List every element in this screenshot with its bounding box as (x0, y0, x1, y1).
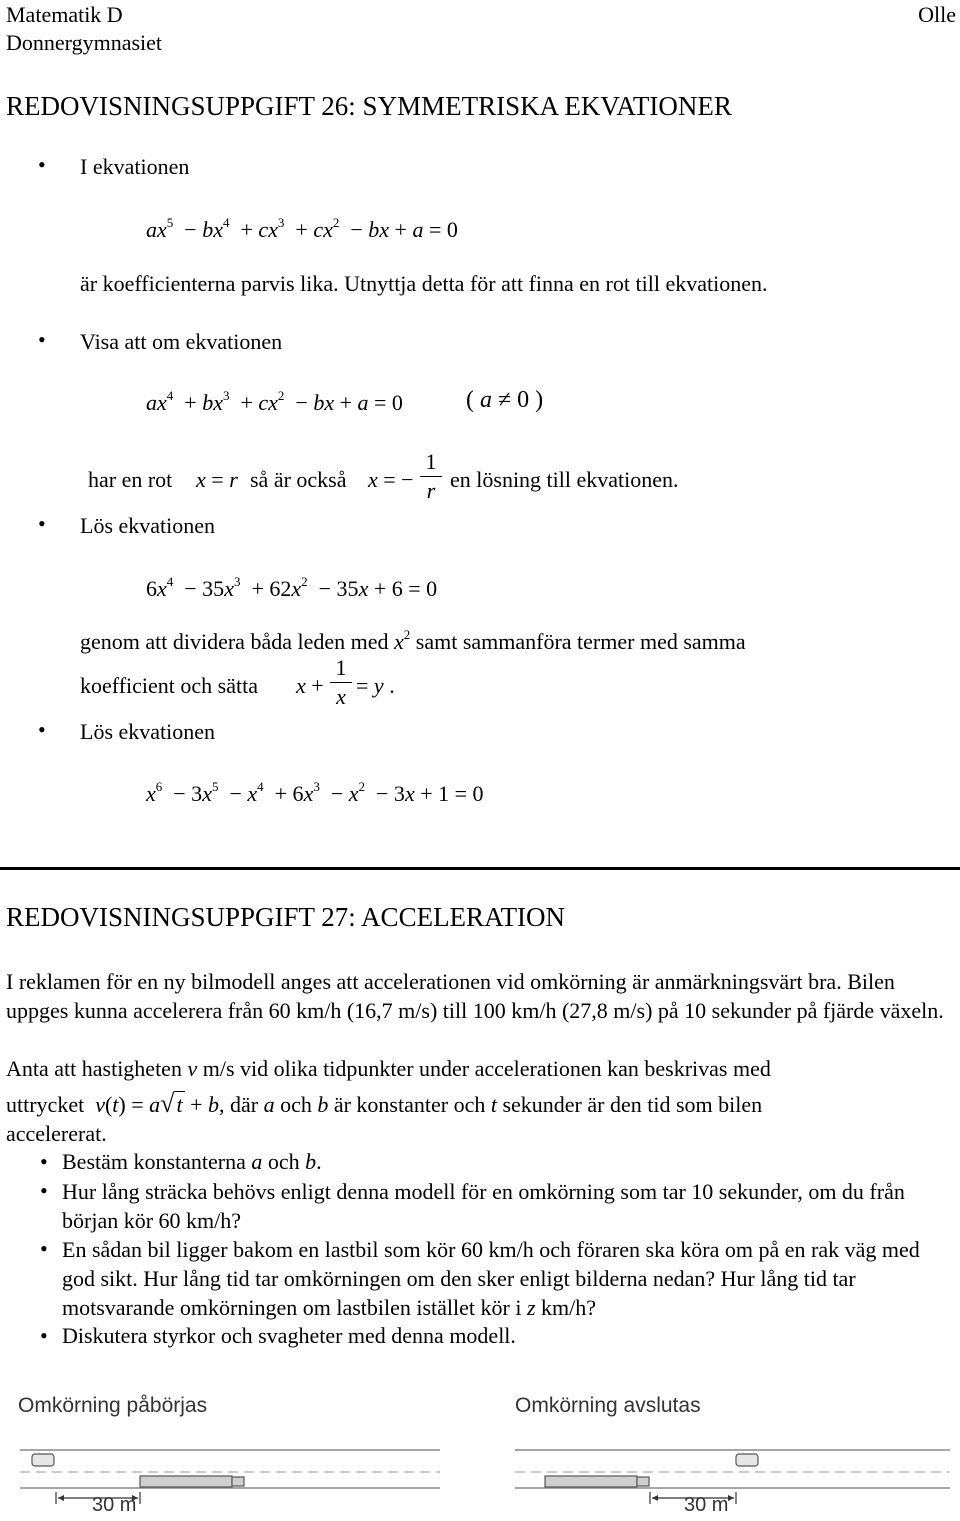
equation-2-condition: ( a ≠ 0 ) (466, 387, 544, 413)
truck-icon (545, 1476, 649, 1487)
b3-text1: genom att dividera båda leden med $x^2$ samt sammanföra termer med samma (80, 627, 746, 654)
question-2: Hur lång sträcka behövs enligt denna modell för en omkörning som tar 10 sekunder, om du från början kör 60 km/h? (62, 1179, 905, 1233)
fraction-1-over-r: 1 r (420, 450, 442, 503)
question-4: Diskutera styrkor och svagheter med denna modell. (62, 1323, 516, 1348)
distance-label-right: 30 m (684, 1494, 729, 1516)
car-icon (32, 1454, 54, 1466)
equation-4: $x^6 - 3x^5 - x^4 + 6x^3 - x^2 - 3x + 1 = 0$ (146, 779, 484, 806)
question-3: En sådan bil ligger bakom en lastbil som kör 60 km/h och föraren ska köra om på en rak väg med god sikt. Hur lång tid tar omkörningen om den sker enligt bilderna nedan? Hur lång tid tar motsvarande omkörningen om lastbilen istället kör i z km/h? (62, 1237, 920, 1320)
task27-title: REDOVISNINGSUPPGIFT 27: ACCELERATION (6, 902, 566, 932)
equation-3: $6x^4 - 35x^3 + 62x^2 - 35x + 6 = 0$ (146, 574, 438, 601)
equation-1: $ax^5 - bx^4 + cx^3 + cx^2$ − bx + a = 0 (146, 215, 458, 242)
task27-p1: I reklamen för en ny bilmodell anges att accelerationen vid omkörning är anmärkningsvärt bra. Bilen uppges kunna accelerera från 60 km/h (16,7 m/s) till 100 km/h (27,8 m/s) på 10 sekunder på fjärde växeln. (6, 969, 944, 1023)
b2-so: så är också (250, 467, 347, 492)
bullet-marker: • (38, 327, 46, 352)
root-inverse: x = − (368, 467, 414, 492)
school-name: Donnergymnasiet (6, 30, 163, 55)
truck-icon (140, 1476, 244, 1487)
b2-intro: Visa att om ekvationen (80, 329, 283, 354)
figure-right-label: Omkörning avslutas (515, 1394, 701, 1417)
distance-label-left: 30 m (92, 1494, 137, 1516)
bullet-marker: • (40, 1323, 48, 1348)
bullet-marker: • (38, 511, 46, 536)
author-name: Olle (918, 2, 956, 27)
b3-intro: Lös ekvationen (80, 513, 216, 538)
bullet-marker: • (40, 1236, 48, 1261)
equation-2: $ax^4 + bx^3 + cx^2$ − bx + a = 0 (146, 388, 403, 415)
section-divider (0, 867, 960, 870)
task27-p4: accelererat. (6, 1121, 107, 1146)
bullet-marker: • (38, 152, 46, 177)
fraction-1-over-x: 1 x (330, 656, 352, 709)
b2-end: en lösning till ekvationen. (450, 467, 679, 492)
bullet-marker: • (40, 1149, 48, 1174)
substitution-y: = y . (356, 673, 395, 698)
b4-intro: Lös ekvationen (80, 719, 216, 744)
substitution-x: x + (296, 673, 324, 698)
b2-has-root: har en rot (88, 467, 173, 492)
figure-left-label: Omkörning påbörjas (18, 1394, 208, 1417)
car-icon (736, 1454, 758, 1466)
course-name: Matematik D (6, 2, 123, 27)
question-1: Bestäm konstanterna a och b. (62, 1149, 322, 1174)
task27-p3: uttrycket v(t) = a√t + b, där a och b är konstanter och t sekunder är den tid som bilen (6, 1089, 763, 1118)
b3-text2: koefficient och sätta (80, 673, 258, 698)
root-r: x = r (196, 467, 238, 492)
bullet-marker: • (40, 1178, 48, 1203)
b1-after: är koefficienterna parvis lika. Utnyttja detta för att finna en rot till ekvationen. (80, 271, 768, 296)
task27-p2: Anta att hastigheten v m/s vid olika tidpunkter under accelerationen kan beskrivas med (6, 1056, 771, 1081)
b1-intro: I ekvationen (80, 154, 190, 179)
overtaking-diagram (0, 1440, 960, 1521)
bullet-marker: • (38, 717, 46, 742)
task26-title: REDOVISNINGSUPPGIFT 26: SYMMETRISKA EKVATIONER (6, 91, 732, 121)
